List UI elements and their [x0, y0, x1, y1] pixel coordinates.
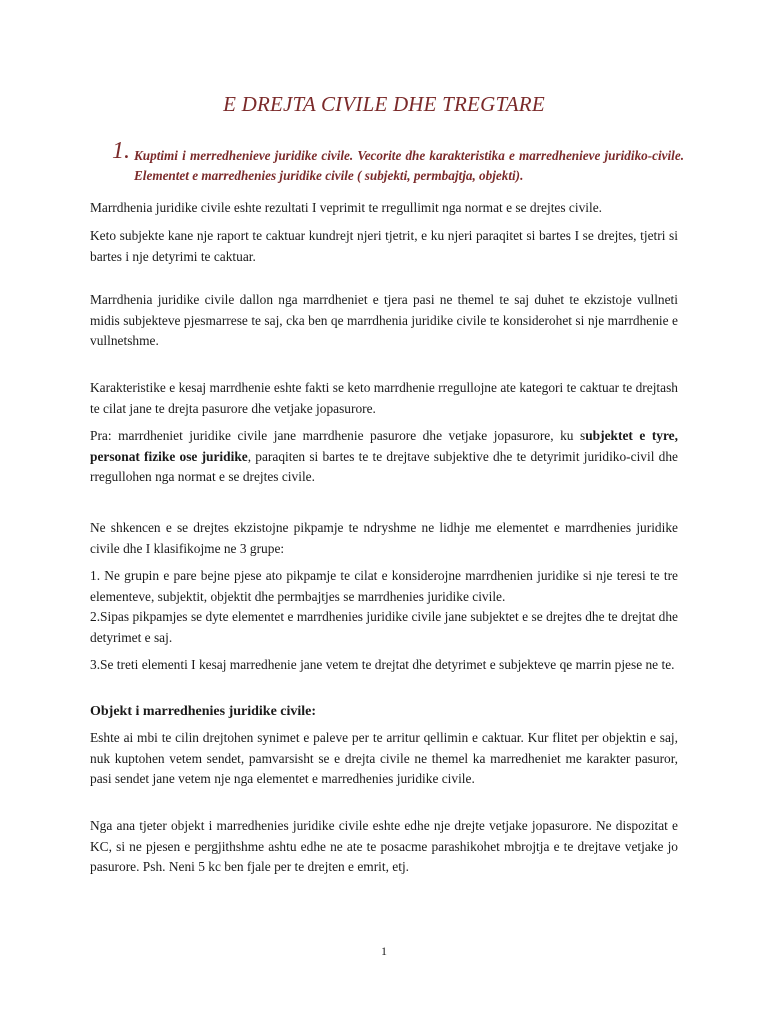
paragraph: Keto subjekte kane nje raport te caktuar kundrejt njeri tjetrit, e ku njeri paraqitet si bartes I se drejtes, tjetri si bartes i nje detyrimi te caktuar. — [90, 228, 678, 264]
section-heading-text: Kuptimi i merredhenieve juridike civile. Vecorite dhe karakteristika e marredhenieve juridiko-civile. Elementet e marredhenies juridike civile ( subjekti, permbajtja, objekti). — [134, 148, 684, 183]
paragraph: Eshte ai mbi te cilin drejtohen synimet e paleve per te arritur qellimin e caktuar. Kur flitet per objektin e saj, nuk kuptohen vetem sendet, pamvarsisht se e drejta civile ne themel ka marredheniet me karakter pasuror, pasi sendet jane vetem nje nga elementet e marredhenies juridike civile. — [90, 730, 678, 786]
paragraph: 3.Se treti elementi I kesaj marredhenie jane vetem te drejtat dhe detyrimet e subjekteve qe marrin pjese ne te. — [90, 657, 675, 672]
paragraph-pra-end: , paraqiten si bartes te te drejtave subjektive dhe te detyrimit juridiko-civil dhe rregullohen nga normat e se drejtes civile. — [90, 448, 678, 484]
paragraph: Nga ana tjeter objekt i marredhenies juridike civile eshte edhe nje drejte vetjake jopasurore. Ne dispozitat e KC, si ne pjesen e pergjithshme ashtu edhe ne ate te posacme parashikohet mbrojtja e te drejtave vetjake jo pasurore. Psh. Neni 5 kc ben fjale per te drejten e emrit, etj. — [90, 818, 678, 874]
paragraph: 2.Sipas pikpamjes se dyte elementet e marrdhenies juridike civile jane subjektet e se drejtes dhe te drejtat dhe detyrimet e saj. — [90, 609, 678, 645]
paragraph: Marrdhenia juridike civile eshte rezultati I veprimit te rregullimit nga normat e se drejtes civile. — [90, 200, 603, 215]
paragraph: Marrdhenia juridike civile dallon nga marrdheniet e tjera pasi ne themel te saj duhet te ekzistoje vullneti midis subjekteve pjesmarrese te saj, cka ben qe marrdhenia juridike civile te konsiderohet si nje marrdhenie e vullnetshme. — [90, 292, 678, 348]
paragraph-pra — [90, 426, 678, 488]
document-title: E DREJTA CIVILE DHE TREGTARE — [223, 92, 545, 116]
paragraph: Karakteristike e kesaj marrdhenie eshte fakti se keto marrdhenie rregullojne ate kategori te caktuar te drejtash te cilat jane te drejta pasurore dhe vetjake jopasurore. — [90, 380, 678, 416]
subheading: Objekt i marredhenies juridike civile: — [90, 704, 317, 719]
section-number: 1. — [112, 138, 130, 164]
page-number: 1 — [381, 944, 387, 958]
paragraph: 1. Ne grupin e pare bejne pjese ato pikpamje te cilat e konsiderojne marrdhenien juridike si nje teresi te tre elementeve, subjektit, objektit dhe permbajtjes se marrdhenies juridike civile. — [90, 568, 678, 604]
paragraph: Ne shkencen e se drejtes ekzistojne pikpamje te ndryshme ne lidhje me elementet e marrdhenies juridike civile dhe I klasifikojme ne 3 grupe: — [90, 520, 678, 556]
paragraph-pra-bold: ubjektet e tyre, personat fizike ose juridike — [90, 428, 678, 464]
paragraph-pra-start: Pra: marrdheniet juridike civile jane marrdhenie pasurore dhe vetjake jopasurore, ku s — [90, 428, 586, 443]
